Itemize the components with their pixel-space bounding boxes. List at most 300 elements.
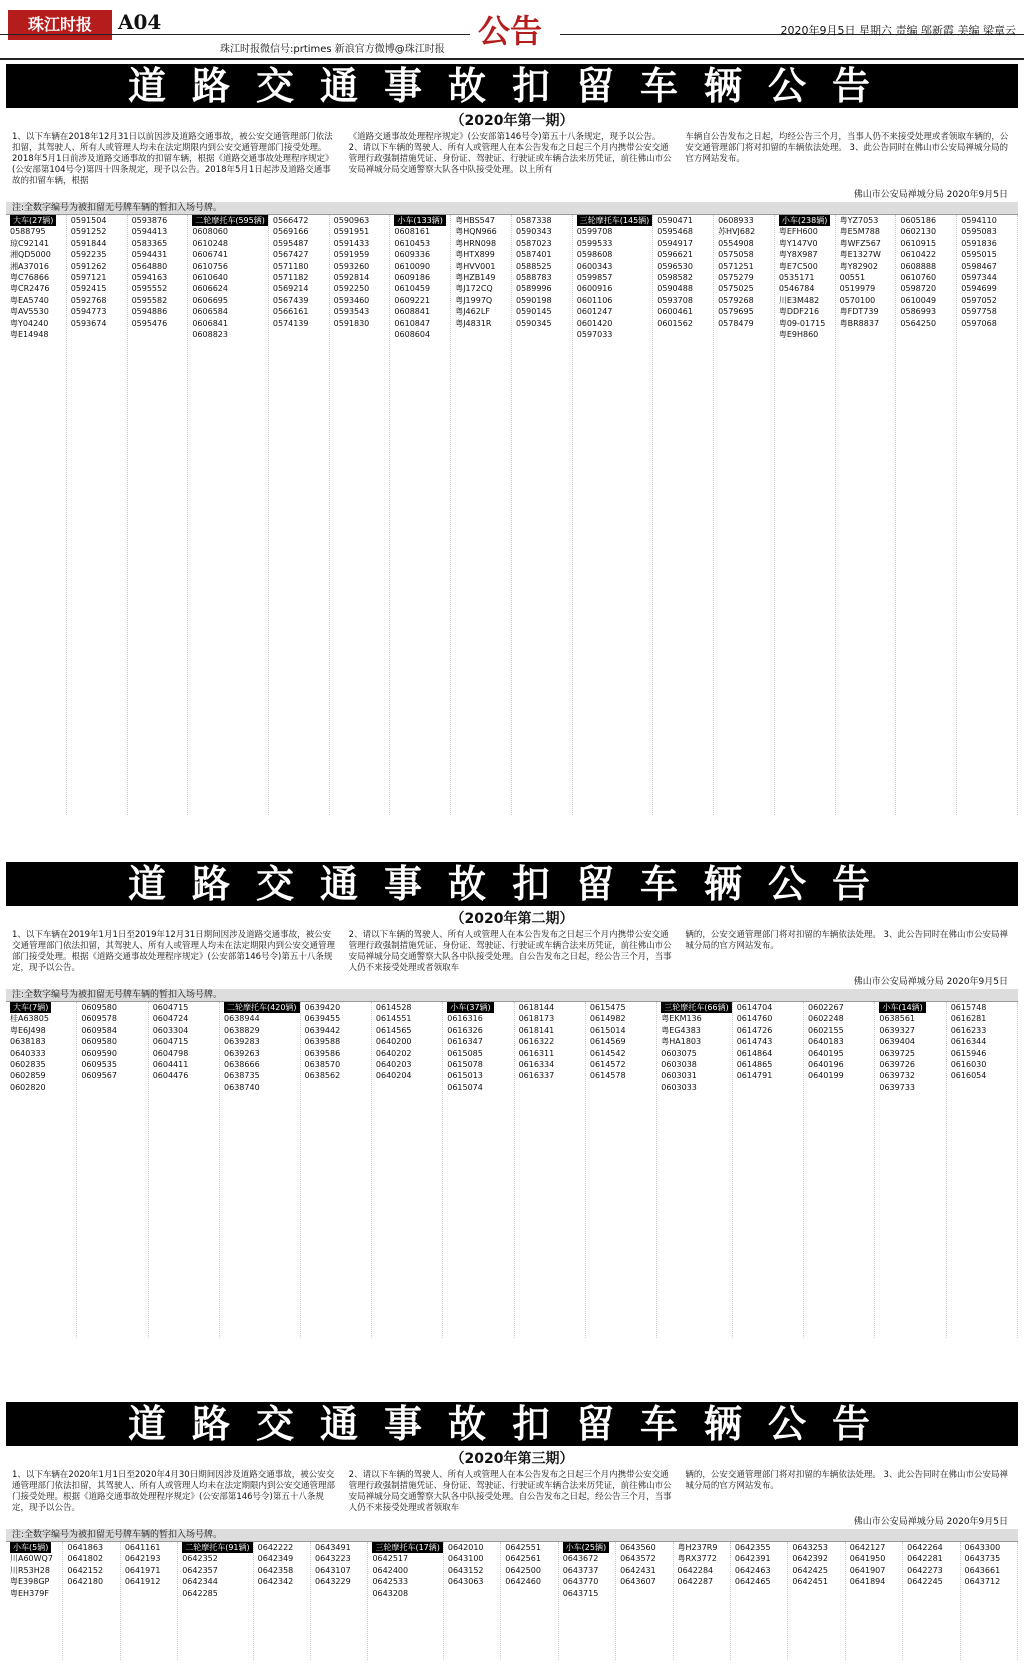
plate-entry: 0590488 <box>657 284 693 294</box>
plate-entry: 粤YZ7053 <box>839 216 879 225</box>
plate-entry: 粤HBS547 <box>455 216 495 225</box>
plate-entry: 0603075 <box>661 1048 697 1058</box>
plate-list-grid <box>6 1001 1018 1338</box>
plate-entry: 0586993 <box>900 307 937 317</box>
notice-issue-1 <box>6 64 1018 815</box>
plate-entry: 0609584 <box>81 1025 117 1035</box>
plate-entry: 0593460 <box>333 295 370 305</box>
vehicle-category-tag: 三轮摩托车(145辆) <box>577 215 653 226</box>
plate-entry: 0597121 <box>70 273 107 283</box>
plate-column <box>390 215 451 815</box>
plate-column <box>451 215 512 815</box>
plate-entry: 0601420 <box>576 318 613 328</box>
plate-entry: 0604715 <box>152 1003 189 1012</box>
notice-body <box>6 930 1018 974</box>
plate-column <box>443 1002 514 1338</box>
plate-entry: 粤HVV001 <box>455 261 496 271</box>
plate-column <box>804 1002 875 1338</box>
plate-entry: 0609578 <box>81 1014 117 1024</box>
plate-entry: 0605186 <box>900 216 937 225</box>
plate-entry: 0587338 <box>515 216 552 225</box>
plate-entry: 0614565 <box>375 1025 412 1035</box>
plate-entry: 0593876 <box>131 216 168 225</box>
plate-entry: 0642281 <box>907 1554 943 1564</box>
plate-column <box>6 1002 77 1338</box>
plate-entry: 0609336 <box>394 250 431 260</box>
plate-entry: 0642561 <box>505 1554 541 1564</box>
plate-entry: 0614572 <box>589 1060 626 1070</box>
plate-entry: 0603033 <box>661 1082 697 1092</box>
plate-entry: 0571182 <box>272 273 309 283</box>
plate-entry: 0639726 <box>879 1060 916 1070</box>
plate-entry: 0615748 <box>950 1003 987 1012</box>
plate-entry: 0642517 <box>372 1554 409 1564</box>
plate-entry: 0591830 <box>333 318 370 328</box>
plate-entry: 0608161 <box>394 227 431 237</box>
plate-entry: 0606624 <box>192 284 228 294</box>
plate-entry: 0570100 <box>839 295 876 305</box>
plate-entry: 0608823 <box>192 330 228 340</box>
plate-entry: 0643253 <box>792 1543 828 1552</box>
plate-entry: 0594699 <box>961 284 997 294</box>
plate-entry: 0642284 <box>677 1565 714 1575</box>
plate-entry: 0604715 <box>152 1037 189 1047</box>
plate-entry: 0643229 <box>315 1577 351 1587</box>
plate-entry: 0643063 <box>447 1577 484 1587</box>
plate-entry: 0642152 <box>67 1565 104 1575</box>
plate-entry: 0614578 <box>589 1071 626 1081</box>
plate-entry: 0593674 <box>70 318 107 328</box>
plate-entry: 0641912 <box>124 1577 161 1587</box>
plate-entry: 琼C92141 <box>10 238 50 248</box>
plate-column <box>846 1542 903 1660</box>
plate-entry: 0610459 <box>394 284 431 294</box>
plate-entry: 0616337 <box>518 1071 555 1081</box>
plate-entry: 粤HA1803 <box>661 1037 702 1047</box>
plate-entry: 0643560 <box>620 1543 656 1552</box>
plate-entry: 0610760 <box>900 273 937 283</box>
vehicle-category-tag: 三轮摩托车(66辆) <box>661 1002 731 1013</box>
plate-entry: 粤E6J498 <box>10 1025 46 1035</box>
plate-entry: 0597344 <box>961 273 997 283</box>
plate-column <box>657 1002 732 1338</box>
plate-entry: 粤EG4383 <box>661 1025 701 1035</box>
plate-entry: 0642355 <box>734 1543 771 1552</box>
plate-entry: 0642222 <box>257 1543 294 1552</box>
plate-entry: 0616054 <box>950 1071 987 1081</box>
plate-column <box>903 1542 960 1660</box>
plate-entry: 0602820 <box>10 1082 46 1092</box>
plate-column <box>653 215 714 815</box>
notice-signature: 佛山市公安局禅城分局 2020年9月5日 <box>853 1517 1008 1527</box>
plate-entry: 0614542 <box>589 1048 626 1058</box>
plate-entry: 粤Y147V0 <box>778 238 818 248</box>
plate-entry: 粤E398GP <box>10 1577 50 1587</box>
plate-entry: 0594413 <box>131 227 168 237</box>
plate-entry: 0601247 <box>576 307 613 317</box>
plate-entry: 0564880 <box>131 261 168 271</box>
plate-column <box>188 215 269 815</box>
vehicle-category-tag: 小车(37辆) <box>447 1002 493 1013</box>
plate-entry: 0519979 <box>839 284 876 294</box>
plate-entry: 0640204 <box>375 1071 412 1081</box>
plate-entry: 0638944 <box>224 1014 260 1024</box>
plate-entry: 0606841 <box>192 318 228 328</box>
plate-entry: 0595083 <box>961 227 997 237</box>
plate-entry: 0638570 <box>304 1060 341 1070</box>
plate-entry: 0591836 <box>961 238 997 248</box>
plate-column <box>836 215 897 815</box>
plate-entry: 0602859 <box>10 1071 46 1081</box>
plate-entry: 0638735 <box>224 1071 260 1081</box>
plate-entry: 0566161 <box>272 307 309 317</box>
plate-entry: 0615946 <box>950 1048 987 1058</box>
plate-entry: 0610915 <box>900 238 937 248</box>
plate-entry: 0591433 <box>333 238 370 248</box>
plate-entry: 粤J4831R <box>455 318 492 328</box>
plate-entry: 0642285 <box>182 1588 218 1598</box>
plate-entry: 0602248 <box>808 1014 844 1024</box>
plate-entry: 0643661 <box>964 1565 1001 1575</box>
plate-entry: 0638740 <box>224 1082 260 1092</box>
plate-entry: 0614528 <box>375 1003 412 1012</box>
plate-entry: 0596621 <box>657 250 693 260</box>
plate-entry: 0642358 <box>257 1565 294 1575</box>
plate-entry: 0594886 <box>131 307 168 317</box>
plate-entry: 0638829 <box>224 1025 260 1035</box>
plate-entry: 0596530 <box>657 261 693 271</box>
plate-entry: 0591262 <box>70 261 107 271</box>
plate-entry: 0575058 <box>718 250 754 260</box>
plate-entry: 0643223 <box>315 1554 351 1564</box>
plate-entry: 0590198 <box>515 295 552 305</box>
plate-entry: 0639327 <box>879 1025 916 1035</box>
plate-entry: 0642391 <box>734 1554 771 1564</box>
plate-entry: 0615078 <box>447 1060 483 1070</box>
plate-entry: 粤BR8837 <box>839 318 880 328</box>
plate-entry: 0643712 <box>964 1577 1001 1587</box>
plate-entry: 0594110 <box>961 216 997 225</box>
dateline: 2020年9月5日 星期六 责编 邬新霞 美编 梁章云 <box>780 24 1016 37</box>
plate-entry: 粤E1327W <box>839 250 881 260</box>
plate-entry: 0593708 <box>657 295 693 305</box>
plate-list-grid <box>6 1541 1018 1660</box>
plate-entry: 0639732 <box>879 1071 916 1081</box>
plate-entry: 0616326 <box>447 1025 483 1035</box>
plate-column <box>573 215 654 815</box>
plate-entry: 0642352 <box>182 1554 218 1564</box>
plate-entry: 0639455 <box>304 1014 341 1024</box>
plate-entry: 0616030 <box>950 1060 987 1070</box>
plate-entry: 粤HRN098 <box>455 238 497 248</box>
plate-entry: 湘A37016 <box>10 261 49 271</box>
page-number: A04 <box>118 10 162 34</box>
plate-entry: 0591951 <box>333 227 370 237</box>
plate-entry: 0592415 <box>70 284 107 294</box>
plate-entry: 粤HZB149 <box>455 273 496 283</box>
plate-column <box>957 215 1018 815</box>
plate-entry: 0590343 <box>515 227 552 237</box>
plate-entry: 0589996 <box>515 284 552 294</box>
notice-banner: 道路交通事故扣留车辆公告 <box>6 64 1018 108</box>
plate-entry: 0593543 <box>333 307 370 317</box>
plate-entry: 0643107 <box>315 1565 351 1575</box>
plate-entry: 0641161 <box>124 1543 161 1552</box>
plate-entry: 粤E9H860 <box>778 330 819 340</box>
plate-column <box>63 1542 120 1660</box>
plate-entry: 0598467 <box>961 261 997 271</box>
plate-entry: 0601106 <box>576 295 613 305</box>
plate-entry: 0590963 <box>333 216 370 225</box>
plate-entry: 0583365 <box>131 238 168 248</box>
plate-entry: 0610640 <box>192 273 228 283</box>
plate-entry: 0598582 <box>657 273 693 283</box>
plate-entry: 0615074 <box>447 1082 483 1092</box>
plate-column <box>512 215 573 815</box>
plate-entry: 0639588 <box>304 1037 341 1047</box>
notice-paragraph: 2、请以下车辆的驾驶人、所有人或管理人在本公告发布之日起三个月内携带公安交通管理行政强制措施凭证、身份证、驾驶证、行驶证或车辆合法来历凭证，前往佛山市公安局禅城分局交通警察大队各中队接受处理。自公告发布之日起，经公告三个月，当事人仍不来接受处理或者领取车 <box>348 930 672 973</box>
plate-entry: 0594431 <box>131 250 168 260</box>
plate-entry: 0642460 <box>505 1577 541 1587</box>
plate-entry: 粤FDT739 <box>839 307 879 317</box>
vehicle-category-tag: 小车(133辆) <box>394 215 446 226</box>
plate-column <box>501 1542 558 1660</box>
plate-entry: 0599533 <box>576 238 613 248</box>
plate-entry: 0639263 <box>224 1048 260 1058</box>
plate-entry: 0616347 <box>447 1037 483 1047</box>
plate-entry: 0591844 <box>70 238 107 248</box>
plate-entry: 0642357 <box>182 1565 218 1575</box>
plate-entry: 0602835 <box>10 1060 46 1070</box>
notice-paragraph: 车辆自公告发布之日起，均经公告三个月，当事人仍不来接受处理或者领取车辆的，公安交通管理部门将对扣留的车辆依法处理。 3、此公告同时在佛山市公安局禅城分局的官方网站发布。 <box>685 132 1009 164</box>
plate-entry: 0643715 <box>562 1588 599 1598</box>
plate-entry: 0604476 <box>152 1071 189 1081</box>
plate-column <box>731 1542 788 1660</box>
issue-title: （2020年第三期） <box>450 1451 574 1467</box>
plate-entry: 0578479 <box>718 318 754 328</box>
plate-entry: 粤J172CQ <box>455 284 493 294</box>
plate-entry: 0641950 <box>849 1554 886 1564</box>
plate-entry: 0535171 <box>778 273 815 283</box>
plate-entry: 0643607 <box>620 1577 656 1587</box>
plate-entry: 0641971 <box>124 1565 161 1575</box>
plate-entry: 0642342 <box>257 1577 294 1587</box>
plate-entry: 0579695 <box>718 307 754 317</box>
plate-entry: 桂A63805 <box>10 1014 49 1024</box>
plate-entry: 粤Y82902 <box>839 261 878 271</box>
plate-entry: 0641894 <box>849 1577 886 1587</box>
plate-entry: 0590471 <box>657 216 693 225</box>
plate-entry: 0639586 <box>304 1048 341 1058</box>
notice-signature: 佛山市公安局禅城分局 2020年9月5日 <box>853 977 1008 987</box>
plate-entry: 0594773 <box>70 307 107 317</box>
plate-entry: 0614726 <box>736 1025 773 1035</box>
plate-entry: 0642193 <box>124 1554 161 1564</box>
plate-entry: 0588795 <box>10 227 46 237</box>
plate-entry: 0608060 <box>192 227 228 237</box>
plate-entry: 0643672 <box>562 1554 599 1564</box>
plate-entry: 0640333 <box>10 1048 46 1058</box>
plate-entry: 粤E5M788 <box>839 227 880 237</box>
plate-entry: 0643300 <box>964 1543 1001 1552</box>
plate-column <box>330 215 391 815</box>
plate-entry: 0604724 <box>152 1014 189 1024</box>
plate-entry: 0592814 <box>333 273 370 283</box>
plate-entry: 0554908 <box>718 238 754 248</box>
plate-list-grid <box>6 214 1018 815</box>
plate-entry: 0642264 <box>907 1543 943 1552</box>
plate-column <box>875 1002 946 1338</box>
plate-entry: 0575279 <box>718 273 754 283</box>
plate-entry: 0566472 <box>272 216 309 225</box>
vehicle-category-tag: 小车(25辆) <box>563 1542 609 1553</box>
notice-paragraph: 2、请以下车辆的驾驶人、所有人或管理人在本公告发布之日起三个月内携带公安交通管理行政强制措施凭证、身份证、驾驶证、行驶证或车辆合法来历凭证，前往佛山市公安局禅城分局交通警察大队各中队接受处理。自公告发布之日起，经公告三个月，当事人仍不来接受处理或者领取车 <box>348 1470 672 1513</box>
plate-entry: 0615475 <box>589 1003 626 1012</box>
plate-entry: 0642533 <box>372 1577 409 1587</box>
plate-entry: 0614982 <box>589 1014 626 1024</box>
plate-column <box>947 1002 1018 1338</box>
plate-entry: 0609580 <box>81 1003 117 1012</box>
plate-column <box>220 1002 301 1338</box>
plate-entry: 0610422 <box>900 250 937 260</box>
plate-entry: 0614791 <box>736 1071 773 1081</box>
plate-entry: 粤Y8X987 <box>778 250 818 260</box>
plate-entry: 0604798 <box>152 1048 189 1058</box>
plate-column <box>301 1002 372 1338</box>
plate-entry: 0608933 <box>718 216 754 225</box>
plate-entry: 0579268 <box>718 295 754 305</box>
plate-column <box>515 1002 586 1338</box>
plate-entry: 0616322 <box>518 1037 555 1047</box>
plate-entry: 0642392 <box>792 1554 828 1564</box>
notice-hint: 注:全数字编号为被扣留无号牌车辆的暂扣入场号牌。 <box>6 202 1018 214</box>
plate-entry: 00551 <box>839 273 866 283</box>
plate-entry: 0642431 <box>620 1565 656 1575</box>
plate-entry: 0564250 <box>900 318 937 328</box>
plate-column <box>6 215 67 815</box>
plate-entry: 0614864 <box>736 1048 773 1058</box>
plate-entry: 0639283 <box>224 1037 260 1047</box>
plate-entry: 0590145 <box>515 307 552 317</box>
plate-column <box>368 1542 443 1660</box>
plate-entry: 粤EA5740 <box>10 295 49 305</box>
plate-entry: 粤HTX899 <box>455 250 495 260</box>
plate-entry: 0569166 <box>272 227 309 237</box>
plate-entry: 粤H237R9 <box>677 1543 718 1552</box>
plate-column <box>616 1542 673 1660</box>
plate-entry: 0567439 <box>272 295 309 305</box>
plate-entry: 0571251 <box>718 261 754 271</box>
plate-entry: 川R53H28 <box>10 1565 50 1575</box>
notice-paragraph: 辆的，公安交通管理部门将对扣留的车辆依法处理。 3、此公告同时在佛山市公安局禅城分局的官方网站发布。 <box>685 930 1008 951</box>
vehicle-category-tag: 三轮摩托车(17辆) <box>372 1542 442 1553</box>
plate-entry: 0616233 <box>950 1025 987 1035</box>
plate-entry: 0638183 <box>10 1037 46 1047</box>
plate-entry: 0606584 <box>192 307 228 317</box>
plate-entry: 0588525 <box>515 261 552 271</box>
plate-column <box>149 1002 220 1338</box>
plate-entry: 0598720 <box>900 284 937 294</box>
plate-entry: 0642180 <box>67 1577 104 1587</box>
plate-entry: 0588783 <box>515 273 552 283</box>
plate-entry: 0606741 <box>192 250 228 260</box>
plate-entry: 0642287 <box>677 1577 714 1587</box>
plate-column <box>128 215 189 815</box>
plate-entry: 0598608 <box>576 250 613 260</box>
plate-entry: 0604411 <box>152 1060 189 1070</box>
newspaper-logo: 珠江时报 <box>8 10 112 40</box>
vehicle-category-tag: 二轮摩托车(420辆) <box>224 1002 300 1013</box>
plate-entry: 0616281 <box>950 1014 987 1024</box>
plate-entry: 0639404 <box>879 1037 916 1047</box>
plate-entry: 0642010 <box>447 1543 484 1552</box>
plate-entry: 0594163 <box>131 273 168 283</box>
plate-entry: 0595582 <box>131 295 168 305</box>
plate-entry: 0618144 <box>518 1003 555 1012</box>
plate-entry: 0640195 <box>808 1048 844 1058</box>
plate-entry: 0642349 <box>257 1554 294 1564</box>
plate-column <box>896 215 957 815</box>
plate-entry: 0597033 <box>576 330 613 340</box>
plate-entry: 粤09-01715 <box>778 318 826 328</box>
plate-entry: 0640202 <box>375 1048 412 1058</box>
plate-column <box>961 1542 1018 1660</box>
notice-paragraph: 1、以下车辆在2020年1月1日至2020年4月30日期间因涉及道路交通事故，被公安交通管理部门依法扣留，其驾驶人、所有人或管理人均未在法定期限内到公安交通管理部门接受处理。根据《道路交通事故处理程序规定》(公安部第146号令)第五十八条规定，现予以公告。 <box>12 1470 336 1513</box>
plate-entry: 0569214 <box>272 284 309 294</box>
plate-entry: 0610049 <box>900 295 937 305</box>
plate-entry: 粤CR2476 <box>10 284 50 294</box>
plate-entry: 0614743 <box>736 1037 773 1047</box>
plate-entry: 0601562 <box>657 318 693 328</box>
plate-entry: 0615085 <box>447 1048 483 1058</box>
plate-entry: 0642344 <box>182 1577 218 1587</box>
issue-title: （2020年第二期） <box>450 911 574 927</box>
plate-entry: 0606695 <box>192 295 228 305</box>
vehicle-category-tag: 小车(238辆) <box>779 215 831 226</box>
plate-entry: 川E3M482 <box>778 295 820 305</box>
plate-entry: 0640196 <box>808 1060 844 1070</box>
plate-entry: 0616316 <box>447 1014 483 1024</box>
plate-entry: 0642400 <box>372 1565 409 1575</box>
social-accounts: 珠江时报微信号:prtimes 新浪官方微博@珠江时报 <box>220 44 445 55</box>
plate-entry: 0610248 <box>192 238 228 248</box>
plate-entry: 粤EH379F <box>10 1588 49 1598</box>
plate-entry: 粤J1997Q <box>455 295 493 305</box>
plate-entry: 0616344 <box>950 1037 987 1047</box>
notice-signature: 佛山市公安局禅城分局 2020年9月5日 <box>853 190 1008 200</box>
plate-entry: 0609221 <box>394 295 431 305</box>
plate-entry: 0591504 <box>70 216 107 225</box>
plate-column <box>6 1542 63 1660</box>
vehicle-category-tag: 大车(27辆) <box>10 215 56 226</box>
plate-entry: 0603031 <box>661 1071 697 1081</box>
plate-entry: 0602267 <box>808 1003 844 1012</box>
plate-entry: 0618173 <box>518 1014 555 1024</box>
notice-banner: 道路交通事故扣留车辆公告 <box>6 1402 1018 1446</box>
plate-entry: 0608604 <box>394 330 431 340</box>
notice-body <box>6 132 1018 187</box>
notice-body <box>6 1470 1018 1514</box>
vehicle-category-tag: 大车(7辆) <box>10 1002 51 1013</box>
plate-column <box>586 1002 657 1338</box>
plate-column <box>775 215 836 815</box>
plate-entry: 0608888 <box>900 261 937 271</box>
plate-entry: 粤E7C500 <box>778 261 818 271</box>
plate-entry: 0643770 <box>562 1577 599 1587</box>
plate-entry: 0639420 <box>304 1003 341 1012</box>
plate-entry: 0614704 <box>736 1003 773 1012</box>
plate-entry: 0643737 <box>562 1565 599 1575</box>
